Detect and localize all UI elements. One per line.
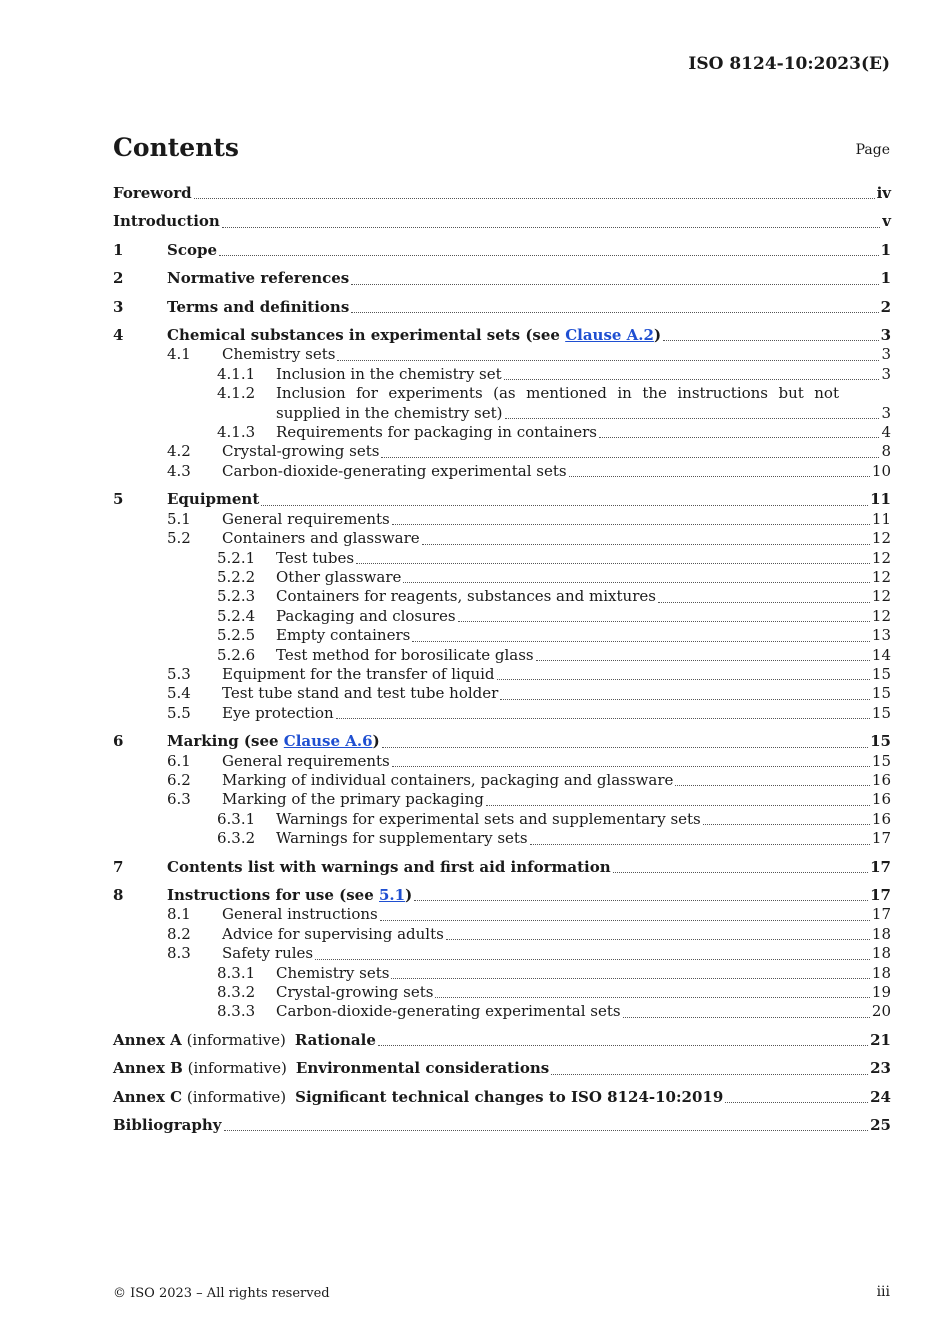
- toc-entry-4-1[interactable]: 4.1 Chemistry sets 3: [167, 345, 891, 364]
- toc-entry-8-1[interactable]: 8.1 General instructions 17: [167, 905, 891, 924]
- toc-entry-5-3[interactable]: 5.3 Equipment for the transfer of liquid 15: [167, 664, 891, 683]
- toc-entry-4-1-1[interactable]: 4.1.1 Inclusion in the chemistry set 3: [217, 364, 891, 383]
- toc-entry-4-1-2[interactable]: 4.1.2 Inclusion for experiments (as mentioned in the instructions but not supplied in the chemistry set) 3: [217, 384, 891, 422]
- toc-entry-bibliography[interactable]: Bibliography 25: [113, 1116, 891, 1135]
- toc-entry-5-2-2[interactable]: 5.2.2 Other glassware 12: [217, 567, 891, 586]
- toc-entry-annex-c[interactable]: Annex C (informative) Significant technical changes to ISO 8124-10:2019 24: [113, 1087, 891, 1106]
- toc-entry-8-3-1[interactable]: 8.3.1 Chemistry sets 18: [217, 963, 891, 982]
- page-column-label: Page: [855, 142, 890, 158]
- toc-entry-5-2-1[interactable]: 5.2.1 Test tubes 12: [217, 548, 891, 567]
- toc-entry-3[interactable]: 3 Terms and definitions 2: [113, 297, 891, 316]
- toc-entry-8-3[interactable]: 8.3 Safety rules 18: [167, 944, 891, 963]
- toc-entry-5[interactable]: 5 Equipment 11: [113, 490, 891, 509]
- toc-entry-1[interactable]: 1 Scope 1: [113, 240, 891, 259]
- contents-title: Contents: [113, 133, 240, 162]
- clause-5-1-link[interactable]: 5.1: [379, 886, 406, 904]
- toc-entry-4[interactable]: 4 Chemical substances in experimental sets (see Clause A.2) 3: [113, 326, 891, 345]
- toc-entry-5-2[interactable]: 5.2 Containers and glassware 12: [167, 529, 891, 548]
- standard-code: ISO 8124-10:2023(E): [688, 54, 890, 74]
- clause-a2-link[interactable]: Clause A.2: [565, 326, 654, 345]
- toc-entry-4-1-3[interactable]: 4.1.3 Requirements for packaging in containers 4: [217, 423, 891, 442]
- toc-entry-5-2-5[interactable]: 5.2.5 Empty containers 13: [217, 626, 891, 645]
- toc-entry-8-3-3[interactable]: 8.3.3 Carbon-dioxide-generating experimental sets 20: [217, 1002, 891, 1021]
- toc-entry-8-3-2[interactable]: 8.3.2 Crystal-growing sets 19: [217, 983, 891, 1002]
- toc-entry-4-3[interactable]: 4.3 Carbon-dioxide-generating experimental sets 10: [167, 461, 891, 480]
- toc-entry-6-3[interactable]: 6.3 Marking of the primary packaging 16: [167, 790, 891, 809]
- toc-entry-5-5[interactable]: 5.5 Eye protection 15: [167, 703, 891, 722]
- toc-entry-8-2[interactable]: 8.2 Advice for supervising adults 18: [167, 924, 891, 943]
- toc-entry-foreword[interactable]: Foreword iv: [113, 184, 891, 202]
- toc-entry-7[interactable]: 7 Contents list with warnings and first aid information 17: [113, 857, 891, 876]
- clause-a6-link[interactable]: Clause A.6: [283, 732, 373, 751]
- toc-entry-5-1[interactable]: 5.1 General requirements 11: [167, 509, 891, 528]
- toc-entry-6[interactable]: 6 Marking (see Clause A.6) 15: [113, 732, 891, 751]
- toc-entry-6-1[interactable]: 6.1 General requirements 15: [167, 751, 891, 770]
- table-of-contents: [113, 184, 891, 1135]
- toc-entry-6-3-1[interactable]: 6.3.1 Warnings for experimental sets and supplementary sets 16: [217, 809, 891, 828]
- toc-entry-8[interactable]: 8 Instructions for use (see 5.1) 17: [113, 886, 891, 904]
- toc-entry-annex-a[interactable]: Annex A (informative) Rationale 21: [113, 1030, 891, 1049]
- toc-entry-2[interactable]: 2 Normative references 1: [113, 269, 891, 288]
- copyright-notice: © ISO 2023 – All rights reserved: [113, 1286, 330, 1301]
- toc-entry-5-2-3[interactable]: 5.2.3 Containers for reagents, substances and mixtures 12: [217, 587, 891, 606]
- toc-entry-5-4[interactable]: 5.4 Test tube stand and test tube holder 15: [167, 684, 891, 703]
- toc-entry-6-2[interactable]: 6.2 Marking of individual containers, packaging and glassware 16: [167, 770, 891, 789]
- page-number: iii: [876, 1284, 890, 1300]
- toc-entry-5-2-4[interactable]: 5.2.4 Packaging and closures 12: [217, 606, 891, 625]
- toc-entry-5-2-6[interactable]: 5.2.6 Test method for borosilicate glass 14: [217, 645, 891, 664]
- toc-entry-6-3-2[interactable]: 6.3.2 Warnings for supplementary sets 17: [217, 829, 891, 848]
- toc-entry-4-2[interactable]: 4.2 Crystal-growing sets 8: [167, 442, 891, 461]
- toc-entry-introduction[interactable]: Introduction v: [113, 212, 891, 231]
- toc-entry-annex-b[interactable]: Annex B (informative) Environmental considerations 23: [113, 1059, 891, 1078]
